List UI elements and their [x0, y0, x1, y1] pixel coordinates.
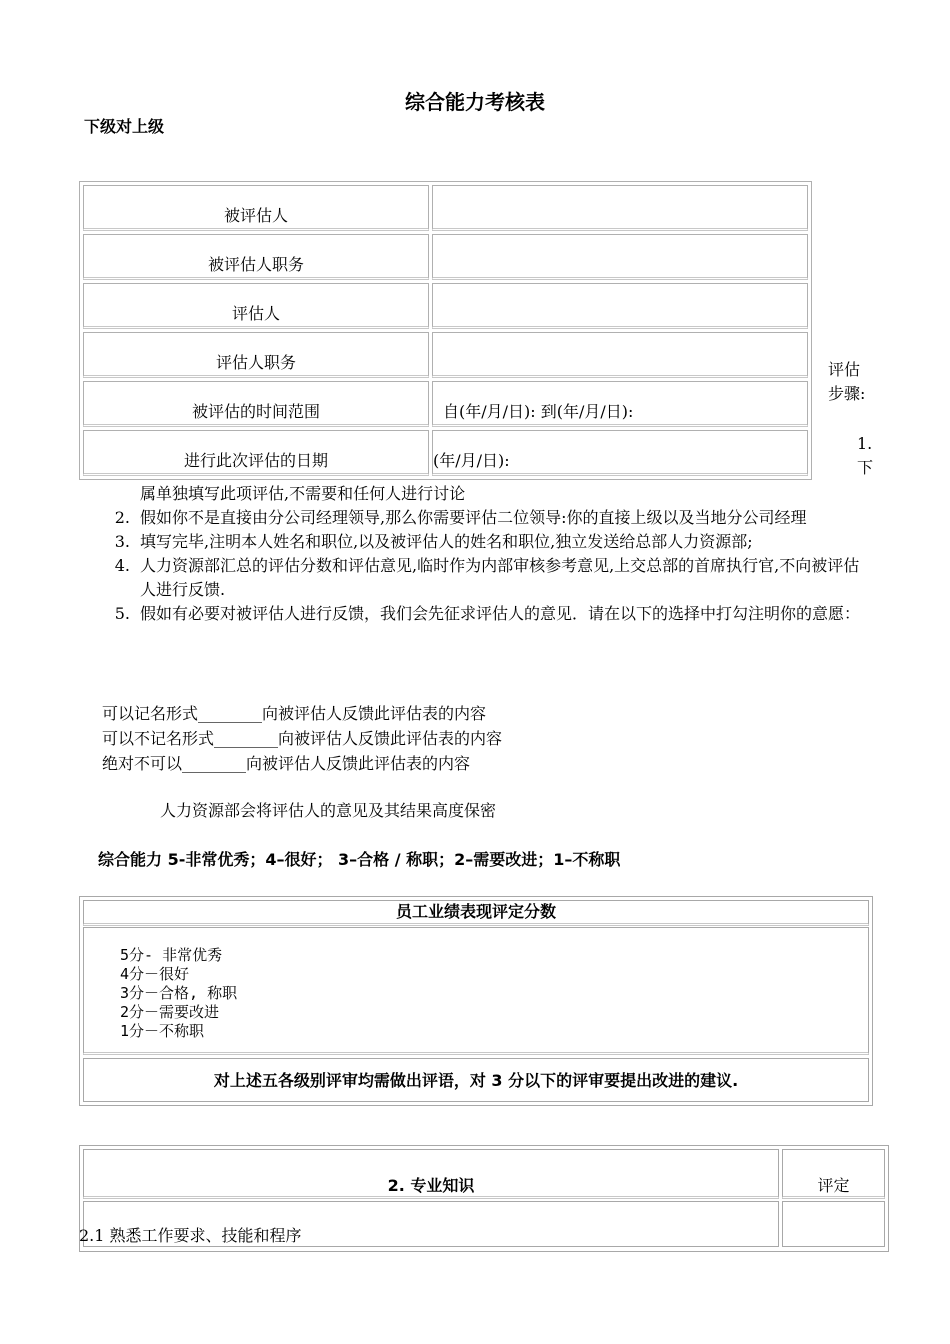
section-title: 2. 专业知识 — [83, 1149, 779, 1199]
confidential-note: 人力资源部会将评估人的意见及其结果高度保密 — [160, 801, 497, 820]
info-label: 评估人职务 — [83, 332, 429, 378]
info-value-field[interactable] — [432, 185, 808, 231]
step-number: 5. — [114, 604, 130, 623]
info-label: 被评估人 — [83, 185, 429, 231]
page-title: 综合能力考核表 — [405, 90, 545, 114]
table-row — [83, 185, 808, 231]
list-item — [104, 602, 874, 626]
rating-column-header: 评定 — [782, 1149, 885, 1199]
step-text: 假如有必要对被评估人进行反馈，我们会先征求评估人的意见．请在以下的选择中打勾注明你的意愿： — [140, 604, 861, 623]
skill-item-text: 2.1 熟悉工作要求、技能和程序 — [79, 1226, 302, 1245]
step-number: 1. — [857, 434, 873, 453]
score-level: 2分－需要改进 — [120, 1003, 220, 1021]
score-level: 5分- 非常优秀 — [120, 946, 223, 964]
table-row — [83, 381, 808, 427]
feedback-option-anonymous[interactable]: 可以不记名形式________向被评估人反馈此评估表的内容 — [102, 729, 503, 748]
table-row — [83, 234, 808, 280]
info-value-field[interactable] — [432, 283, 808, 329]
step-text: 人力资源部汇总的评估分数和评估意见,临时作为内部审核参考意见,上交总部的首席执行官,不向被评估人进行反馈. — [140, 556, 860, 599]
info-value-field[interactable] — [432, 234, 808, 280]
list-item — [104, 506, 874, 530]
page-subtitle: 下级对上级 — [84, 117, 165, 136]
info-label: 被评估的时间范围 — [83, 381, 429, 427]
step-text: 属单独填写此项评估,不需要和任何人进行讨论 — [140, 484, 466, 503]
step-text: 填写完毕,注明本人姓名和职位,以及被评估人的姓名和职位,独立发送给总部人力资源部; — [140, 532, 753, 551]
professional-knowledge-table — [79, 1145, 889, 1252]
step-text: 假如你不是直接由分公司经理领导,那么你需要评估二位领导:你的直接上级以及当地分公司经理 — [140, 508, 807, 527]
evaluation-info-table — [79, 181, 812, 480]
feedback-option-none[interactable]: 绝对不可以________向被评估人反馈此评估表的内容 — [102, 754, 471, 773]
score-table-footer — [83, 1058, 869, 1102]
step-number: 2. — [114, 508, 130, 527]
list-item — [104, 482, 874, 506]
score-level: 3分－合格, 称职 — [120, 984, 238, 1002]
score-level: 1分－不称职 — [120, 1022, 205, 1040]
list-item — [104, 554, 874, 602]
info-value-field[interactable]: 自(年/月/日): 到(年/月/日): — [432, 381, 808, 427]
steps-label: 评估 步骤: — [828, 360, 866, 403]
info-label: 进行此次评估的日期 — [83, 430, 429, 476]
info-value-field[interactable]: (年/月/日): — [432, 430, 808, 476]
score-table-header: 员工业绩表现评定分数 — [83, 900, 869, 926]
steps-list — [104, 482, 874, 626]
score-level: 4分－很好 — [120, 965, 190, 983]
step-text-start: 下 — [857, 458, 874, 477]
info-label: 评估人 — [83, 283, 429, 329]
skill-item — [79, 1201, 779, 1247]
score-table-body — [83, 927, 869, 1055]
step-number: 4. — [114, 556, 130, 575]
score-definition-table — [79, 896, 873, 1106]
table-row — [83, 332, 808, 378]
step-number: 3. — [114, 532, 130, 551]
info-label: 被评估人职务 — [83, 234, 429, 280]
info-value-field[interactable] — [432, 332, 808, 378]
skill-rating-field[interactable] — [782, 1201, 885, 1247]
feedback-option-named[interactable]: 可以记名形式________向被评估人反馈此评估表的内容 — [102, 704, 487, 723]
table-row — [83, 430, 808, 476]
table-row — [83, 283, 808, 329]
rating-scale: 综合能力 5-非常优秀；4–很好； 3–合格 / 称职；2–需要改进；1–不称职 — [98, 850, 621, 869]
score-footer-text: 对上述五各级别评审均需做出评语，对 3 分以下的评审要提出改进的建议. — [213, 1071, 739, 1090]
list-item — [104, 530, 874, 554]
